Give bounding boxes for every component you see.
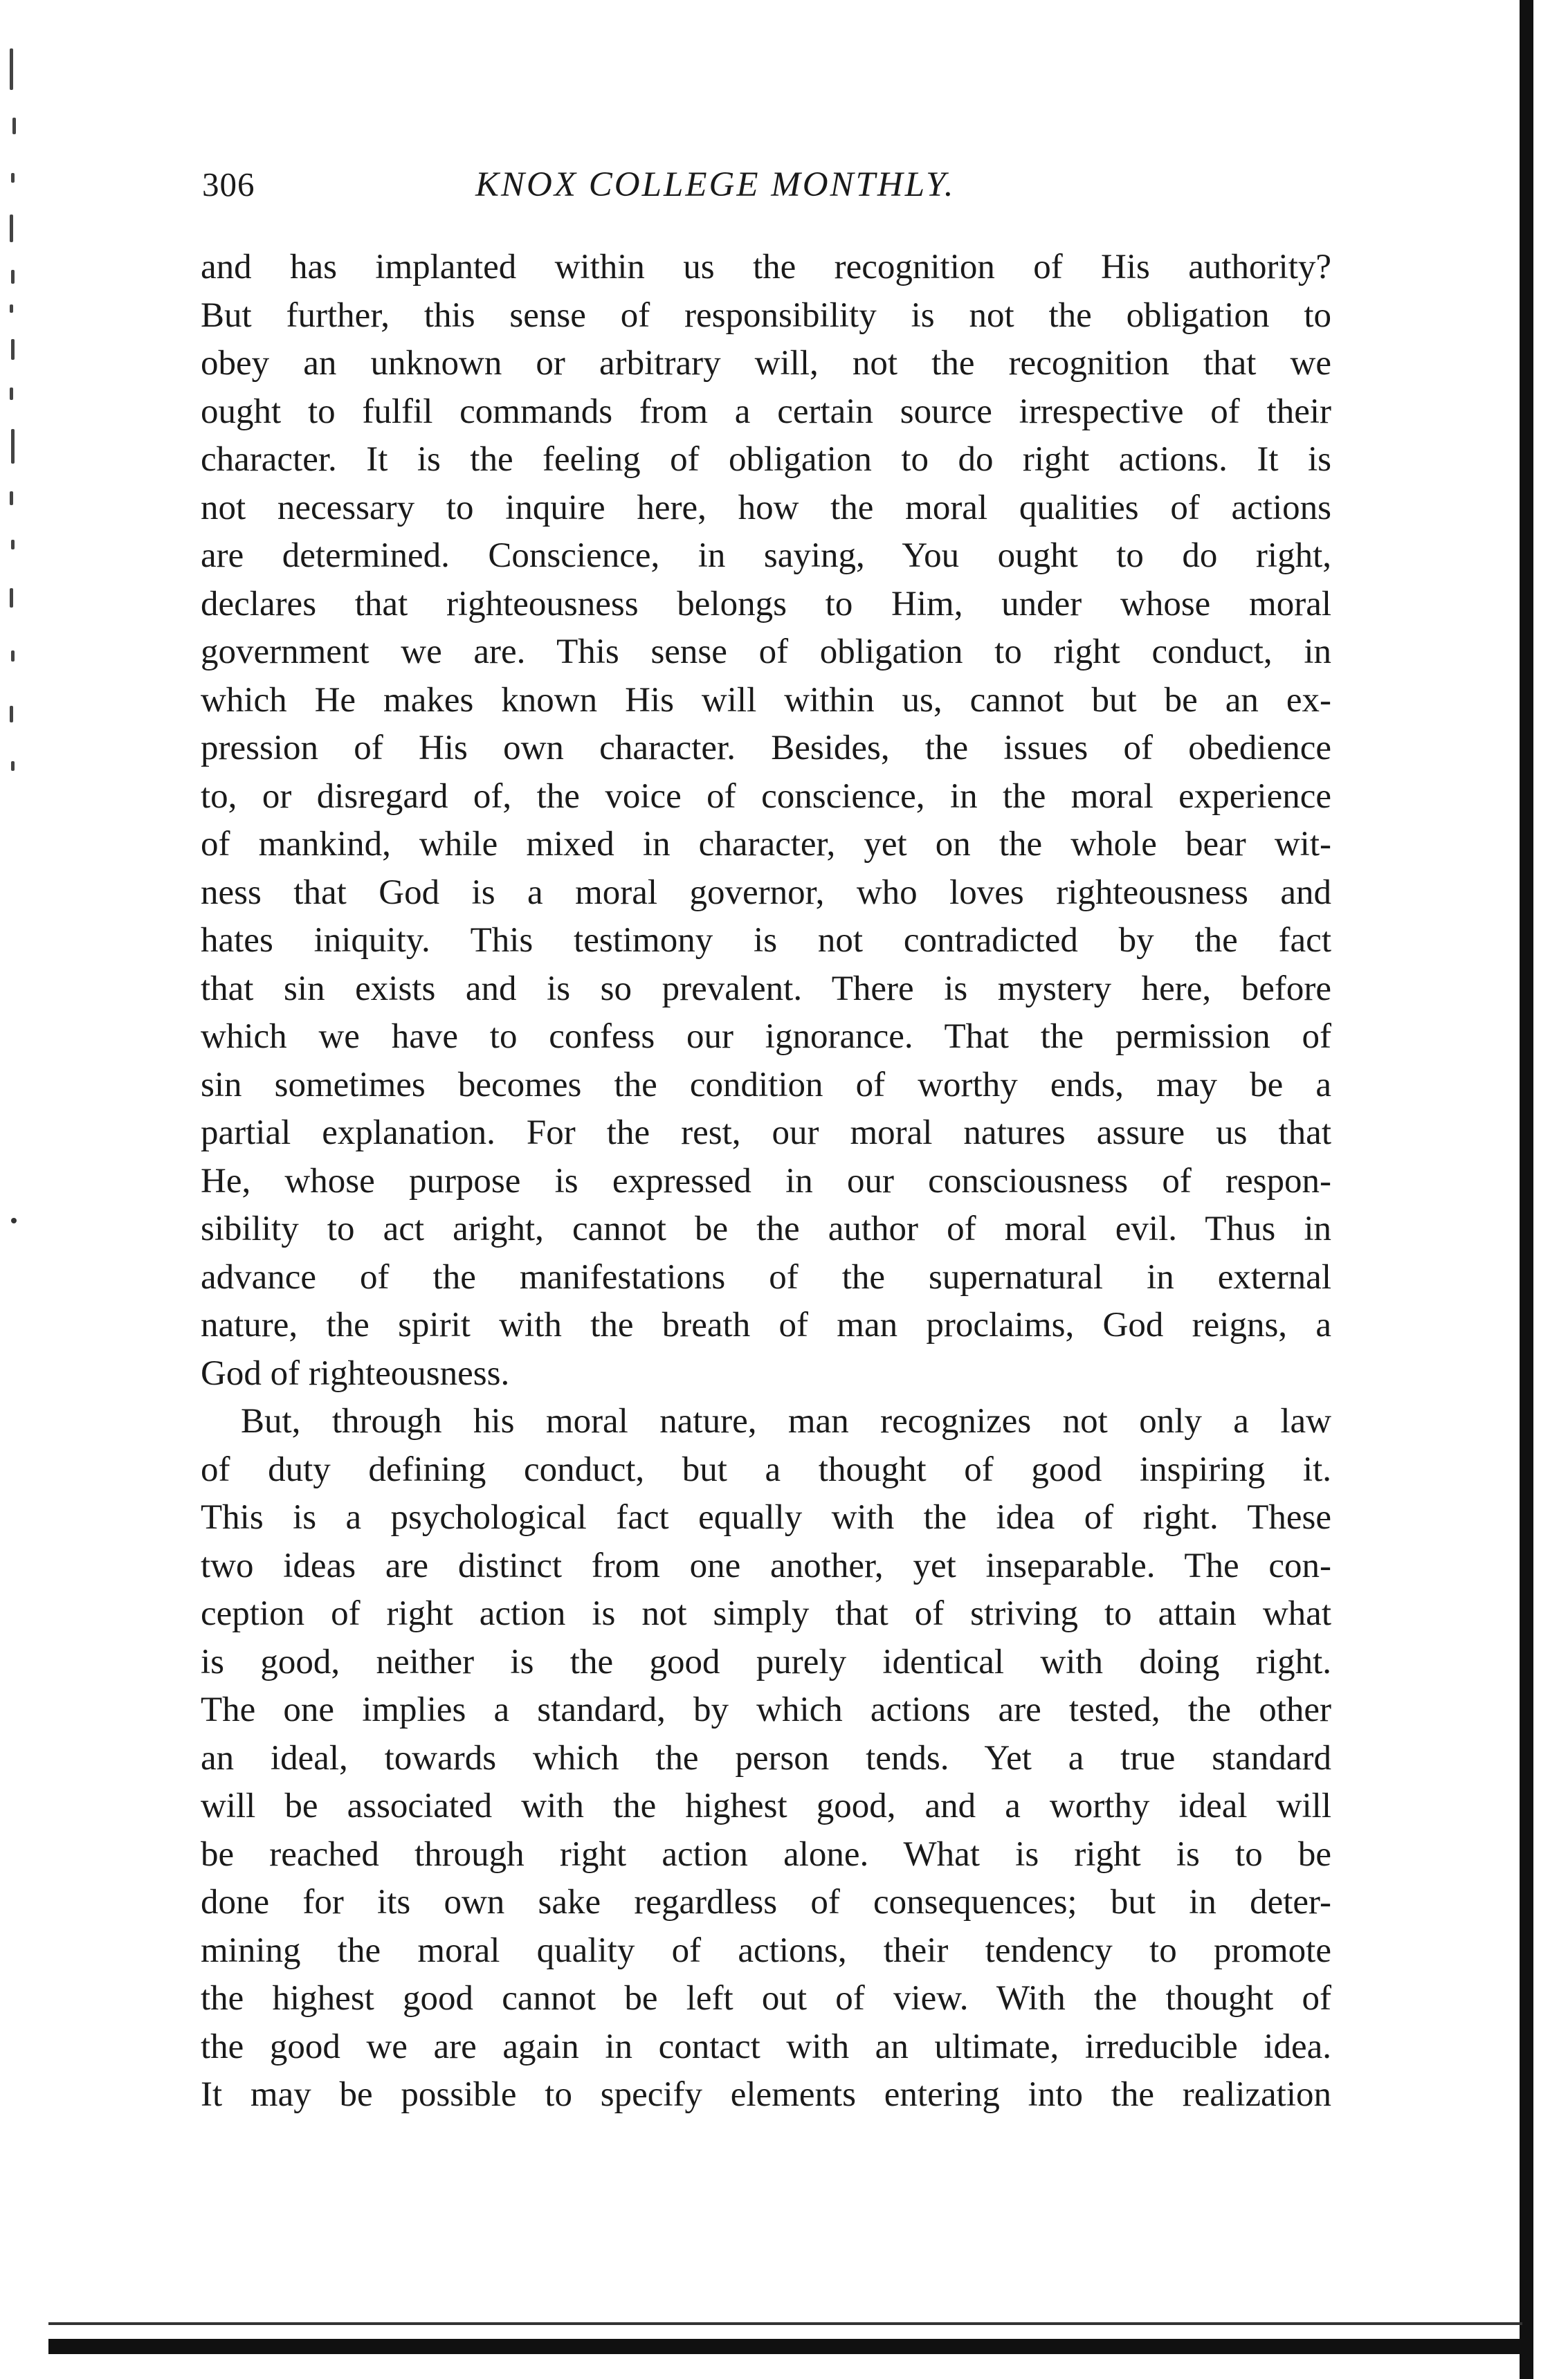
text-line: character. It is the feeling of obligation to do right actions. It is [201, 440, 1331, 479]
text-line: partial explanation. For the rest, our moral natures assure us that [201, 1113, 1331, 1152]
bottom-thin-rule [48, 2322, 1522, 2325]
paragraph-end-line: God of righteousness. [201, 1353, 510, 1393]
text-line: of mankind, while mixed in character, yet on the whole bear wit- [201, 825, 1331, 864]
text-line: sibility to act aright, cannot be the author of moral evil. Thus in [201, 1210, 1331, 1248]
page-number: 306 [202, 165, 255, 203]
margin-dot [11, 1218, 17, 1223]
text-line: the good we are again in contact with an ultimate, irreducible idea. [201, 2027, 1331, 2066]
text-line: government we are. This sense of obligation to right conduct, in [201, 632, 1331, 671]
text-line: mining the moral quality of actions, their tendency to promote [201, 1931, 1331, 1970]
paragraph-start-line: But, through his moral nature, man recognizes not only a law [241, 1402, 1331, 1441]
text-line: two ideas are distinct from one another, yet inseparable. The con- [201, 1546, 1331, 1585]
text-line: advance of the manifestations of the supernatural in external [201, 1257, 1331, 1297]
text-line: sin sometimes becomes the condition of worthy ends, may be a [201, 1065, 1331, 1104]
text-line: are determined. Conscience, in saying, You ought to do right, [201, 536, 1331, 575]
text-line: But further, this sense of responsibility is not the obligation to [201, 295, 1331, 335]
text-line: obey an unknown or arbitrary will, not the recognition that we [201, 344, 1331, 383]
text-line: the highest good cannot be left out of view. With the thought of [201, 1979, 1331, 2018]
binding-edge-rule [1520, 0, 1533, 2379]
text-line: He, whose purpose is expressed in our consciousness of respon- [201, 1161, 1331, 1201]
text-line: declares that righteousness belongs to Him, under whose moral [201, 584, 1331, 623]
text-line: is good, neither is the good purely identical with doing right. [201, 1642, 1331, 1681]
text-line: which we have to confess our ignorance. That the permission of [201, 1017, 1331, 1056]
text-line: be reached through right action alone. What is right is to be [201, 1834, 1331, 1874]
text-line: and has implanted within us the recognition of His authority? [201, 248, 1331, 286]
text-line: not necessary to inquire here, how the moral qualities of actions [201, 488, 1331, 527]
running-title: KNOX COLLEGE MONTHLY. [475, 165, 956, 204]
text-line: ness that God is a moral governor, who loves righteousness and [201, 873, 1331, 912]
text-line: done for its own sake regardless of consequences; but in deter- [201, 1883, 1331, 1922]
bottom-edge-rule [48, 2339, 1522, 2354]
text-line: ought to fulfil commands from a certain source irrespective of their [201, 392, 1331, 431]
text-line: an ideal, towards which the person tends. Yet a true standard [201, 1738, 1331, 1778]
text-line: to, or disregard of, the voice of conscience, in the moral experience [201, 776, 1331, 816]
margin-specks [0, 42, 21, 803]
body-text [201, 244, 1331, 2120]
text-line: It may be possible to specify elements entering into the realization [201, 2075, 1331, 2114]
text-line: This is a psychological fact equally with the idea of right. These [201, 1498, 1331, 1537]
text-line: ception of right action is not simply that of striving to attain what [201, 1594, 1331, 1633]
text-line: nature, the spirit with the breath of man proclaims, God reigns, a [201, 1306, 1331, 1345]
text-line: pression of His own character. Besides, the issues of obedience [201, 729, 1331, 767]
text-line: will be associated with the highest good, and a worthy ideal will [201, 1787, 1331, 1825]
text-line: The one implies a standard, by which actions are tested, the other [201, 1690, 1331, 1729]
text-line: which He makes known His will within us, cannot but be an ex- [201, 680, 1331, 720]
running-header [202, 161, 1330, 209]
text-line: that sin exists and is so prevalent. There is mystery here, before [201, 969, 1331, 1008]
text-line: hates iniquity. This testimony is not contradicted by the fact [201, 921, 1331, 960]
text-line: of duty defining conduct, but a thought of good inspiring it. [201, 1450, 1331, 1489]
